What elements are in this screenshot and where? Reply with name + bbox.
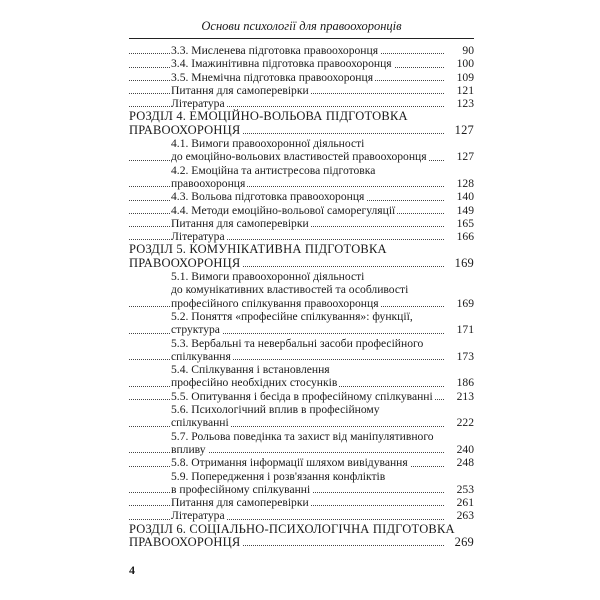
toc-entry-text: 5.4. Спілкування і встановлення [171,363,330,377]
toc-page-number: 90 [459,44,474,57]
toc-entry-text: Питання для самоперевірки [171,496,309,510]
toc-entry-text: до емоційно-вольових властивостей правоохоронця [171,150,427,164]
toc-entry-line [129,44,474,57]
toc-entry-text: 5.9. Попередження і розв'язання конфліктів [171,469,386,483]
toc-entry-text: 3.4. Імажинітивна підготовка правоохоронця [171,57,392,71]
toc-page-number: 263 [454,509,474,522]
toc-entry-line [129,496,474,509]
toc-entry-line [129,430,474,443]
toc-entry-text: 4.4. Методи емоційно-вольової саморегуляції [171,203,396,217]
toc-entry-line [129,416,474,429]
toc-entry-line [129,443,474,456]
toc-entry-line [129,270,474,283]
toc-entry-line [129,84,474,97]
toc-entry-text: 3.3. Мисленева підготовка правоохоронця [171,44,379,57]
toc-page-number: 149 [454,204,474,217]
toc-entry-text: 5.1. Вимоги правоохоронної діяльності [171,270,365,284]
toc-entry-line [129,150,474,163]
toc-entry-text: 3.5. Мнемічна підготовка правоохоронця [171,70,374,84]
toc-page-number: 109 [454,71,474,84]
toc-entry-line [129,390,474,403]
toc-section-line [129,257,474,270]
toc-entry-line [129,217,474,230]
toc-page-number: 253 [454,483,474,496]
toc-page-number: 169 [454,297,474,310]
toc-entry-text: 5.6. Психологічний вплив в професійному [171,403,380,417]
toc-entry-text: ПРАВООХОРОНЦЯ [129,534,241,549]
toc-entry-text: 5.8. Отримання інформації шляхом вивідування [171,456,408,470]
toc-entry-text: Питання для самоперевірки [171,83,309,97]
toc-entry-text: 5.5. Опитування і бесіда в професійному спілкуванні [171,389,433,403]
toc-section-line [129,536,474,549]
toc-page-number: 121 [454,84,474,97]
running-header [129,16,474,39]
toc-page-number: 127 [454,150,474,163]
toc-page-number: 173 [454,350,474,363]
toc-entry-text: РОЗДІЛ 5. КОМУНІКАТИВНА ПІДГОТОВКА [129,242,387,257]
toc-page-number: 222 [454,416,474,429]
toc-entry-line [129,363,474,376]
toc-entry-line [129,470,474,483]
toc-entry-line [129,350,474,363]
toc-page-number: 128 [454,177,474,190]
toc-entry-text: 5.2. Поняття «професійне спілкування»: функції, [171,309,413,323]
toc-entry-text: ПРАВООХОРОНЦЯ [129,122,241,137]
toc-entry-line [129,97,474,110]
toc-page-number: 186 [454,376,474,389]
toc-entry-line [129,483,474,496]
toc-entry-text: Література [171,97,225,111]
toc-entry-line [129,177,474,190]
toc-page-number: 140 [454,190,474,203]
toc-entry-text: професійно необхідних стосунків [171,376,338,390]
running-header-title: Основи психології для правоохоронців [201,19,402,33]
toc-entry-line [129,376,474,389]
toc-entry-line [129,230,474,243]
toc-entry-line [129,283,474,296]
page-number: 4 [129,563,135,577]
toc-entry-line [129,297,474,310]
toc-entry-text: спілкування [171,349,231,363]
toc-entry-text: структура [171,323,220,337]
toc-page-number: 248 [454,456,474,469]
toc-entry-text: Література [171,230,225,244]
toc-page-number: 169 [452,257,474,270]
toc-entry-line [129,57,474,70]
toc-entry-line [129,456,474,469]
toc-entry-text: Література [171,509,225,523]
toc-entry-line [129,509,474,522]
toc-entry-text: правоохоронця [171,176,246,190]
toc-entry-text: РОЗДІЛ 4. ЕМОЦІЙНО-ВОЛЬОВА ПІДГОТОВКА [129,109,408,124]
toc-section-line [129,110,474,123]
toc-page-number: 165 [454,217,474,230]
toc-entry-text: 5.3. Вербальні та невербальні засоби професійного [171,336,424,350]
toc-page-number: 171 [454,323,474,336]
toc-entry-text: 4.2. Емоційна та антистресова підготовка [171,163,376,177]
toc-entry-text: 4.3. Вольова підготовка правоохоронця [171,190,365,204]
toc-entry-text: спілкуванні [171,416,229,430]
toc-section-line [129,243,474,256]
toc-entry-text: професійного спілкування правоохоронця [171,296,379,310]
toc-entry-text: в професійному спілкуванні [171,482,311,496]
toc-entry-text: Питання для самоперевірки [171,216,309,230]
toc-entry-text: 4.1. Вимоги правоохоронної діяльності [171,137,365,151]
toc-entry-line [129,190,474,203]
toc-section-line [129,523,474,536]
toc-entry-line [129,337,474,350]
toc-page-number: 261 [454,496,474,509]
toc-entry-line [129,204,474,217]
table-of-contents [129,44,474,549]
toc-entry-line [129,137,474,150]
toc-page-number: 166 [454,230,474,243]
toc-entry-text: до комунікативних властивостей та особливості [171,283,409,297]
toc-page-number: 213 [454,390,474,403]
toc-entry-text: 5.7. Рольова поведінка та захист від маніпулятивного [171,429,434,443]
toc-page-number: 123 [454,97,474,110]
toc-entry-line [129,403,474,416]
toc-page-number: 100 [454,57,474,70]
toc-section-line [129,124,474,137]
toc-entry-text: впливу [171,442,206,456]
toc-entry-line [129,310,474,323]
toc-entry-text: ПРАВООХОРОНЦЯ [129,255,241,270]
toc-entry-line [129,164,474,177]
toc-page-number: 240 [454,443,474,456]
toc-page-number: 269 [452,536,474,549]
toc-entry-line [129,323,474,336]
toc-entry-text: РОЗДІЛ 6. СОЦІАЛЬНО-ПСИХОЛОГІЧНА ПІДГОТОВКА [129,521,455,536]
toc-page-number: 127 [452,124,474,137]
toc-entry-line [129,71,474,84]
